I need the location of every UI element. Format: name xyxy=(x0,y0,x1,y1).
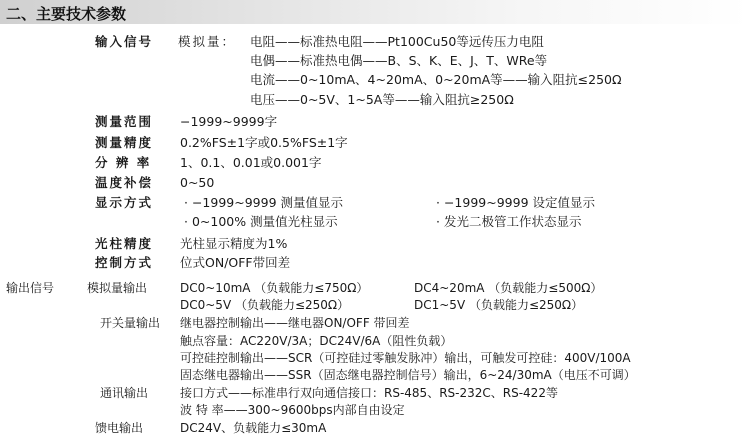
section-title: 二、主要技术参数 xyxy=(6,5,127,23)
input-current-line: 电流——0~10mA、4~20mA、0~20mA等——输入阻抗≤250Ω xyxy=(250,72,622,87)
comm-output-label: 通讯输出 xyxy=(100,386,149,400)
feed-output-value: DC24V、负载能力≤30mA xyxy=(180,421,327,435)
display-item-bar: · 0~100% 测量值光柱显示 xyxy=(184,214,338,229)
measure-range-label: 测量范围 xyxy=(95,114,154,129)
resolution-label: 分 辨 率 xyxy=(95,155,152,170)
temp-comp-label: 温度补偿 xyxy=(95,175,154,190)
measure-range-value: −1999~9999字 xyxy=(180,114,278,129)
output-signal-label: 输出信号 xyxy=(6,281,55,295)
bar-accuracy-value: 光柱显示精度为1% xyxy=(180,236,288,251)
input-voltage-line: 电压——0~5V、1~5A等——输入阻抗≥250Ω xyxy=(250,92,514,107)
display-item-measure: · −1999~9999 测量值显示 xyxy=(184,195,343,210)
measure-accuracy-label: 测量精度 xyxy=(95,135,154,150)
relay-output-line: 继电器控制输出——继电器ON/OFF 带回差 xyxy=(180,316,410,330)
feed-output-label: 馈电输出 xyxy=(95,421,144,435)
input-thermocouple-line: 电偶——标准热电偶——B、S、K、E、J、T、WRe等 xyxy=(250,53,548,68)
analog-output-0-10ma: DC0~10mA （负载能力≤750Ω） xyxy=(180,281,369,295)
comm-interface-line: 接口方式——标准串行双向通信接口：RS-485、RS-232C、RS-422等 xyxy=(180,386,558,400)
control-mode-value: 位式ON/OFF带回差 xyxy=(180,255,291,270)
analog-output-4-20ma: DC4~20mA （负载能力≤500Ω） xyxy=(414,281,603,295)
analog-output-0-5v: DC0~5V （负载能力≤250Ω） xyxy=(180,298,350,312)
ssr-output-line: 固态继电器输出——SSR（固态继电器控制信号）输出，6~24/30mA（电压不可调） xyxy=(180,368,636,382)
bar-accuracy-label: 光柱精度 xyxy=(95,236,154,251)
analog-input-label: 模拟量： xyxy=(178,34,237,49)
control-mode-label: 控制方式 xyxy=(95,255,154,270)
section-header-bar xyxy=(0,0,750,24)
resolution-value: 1、0.1、0.01或0.001字 xyxy=(180,155,322,170)
analog-output-label: 模拟量输出 xyxy=(87,281,148,295)
scr-output-line: 可控硅控制输出——SCR（可控硅过零触发脉冲）输出，可触发可控硅：400V/100A xyxy=(180,351,631,365)
analog-output-1-5v: DC1~5V （负载能力≤250Ω） xyxy=(414,298,584,312)
input-rtd-line: 电阻——标准热电阻——Pt100Cu50等远传压力电阻 xyxy=(250,34,544,49)
temp-comp-value: 0~50 xyxy=(180,175,215,190)
input-signal-label: 输入信号 xyxy=(95,34,154,49)
baud-rate-line: 波 特 率——300~9600bps内部自由设定 xyxy=(180,403,405,417)
display-mode-label: 显示方式 xyxy=(95,195,154,210)
display-item-setpoint: · −1999~9999 设定值显示 xyxy=(436,195,595,210)
contact-capacity-line: 触点容量：AC220V/3A；DC24V/6A（阻性负载） xyxy=(180,334,453,348)
display-item-led: · 发光二极管工作状态显示 xyxy=(436,214,582,229)
measure-accuracy-value: 0.2%FS±1字或0.5%FS±1字 xyxy=(180,135,348,150)
switch-output-label: 开关量输出 xyxy=(100,316,161,330)
